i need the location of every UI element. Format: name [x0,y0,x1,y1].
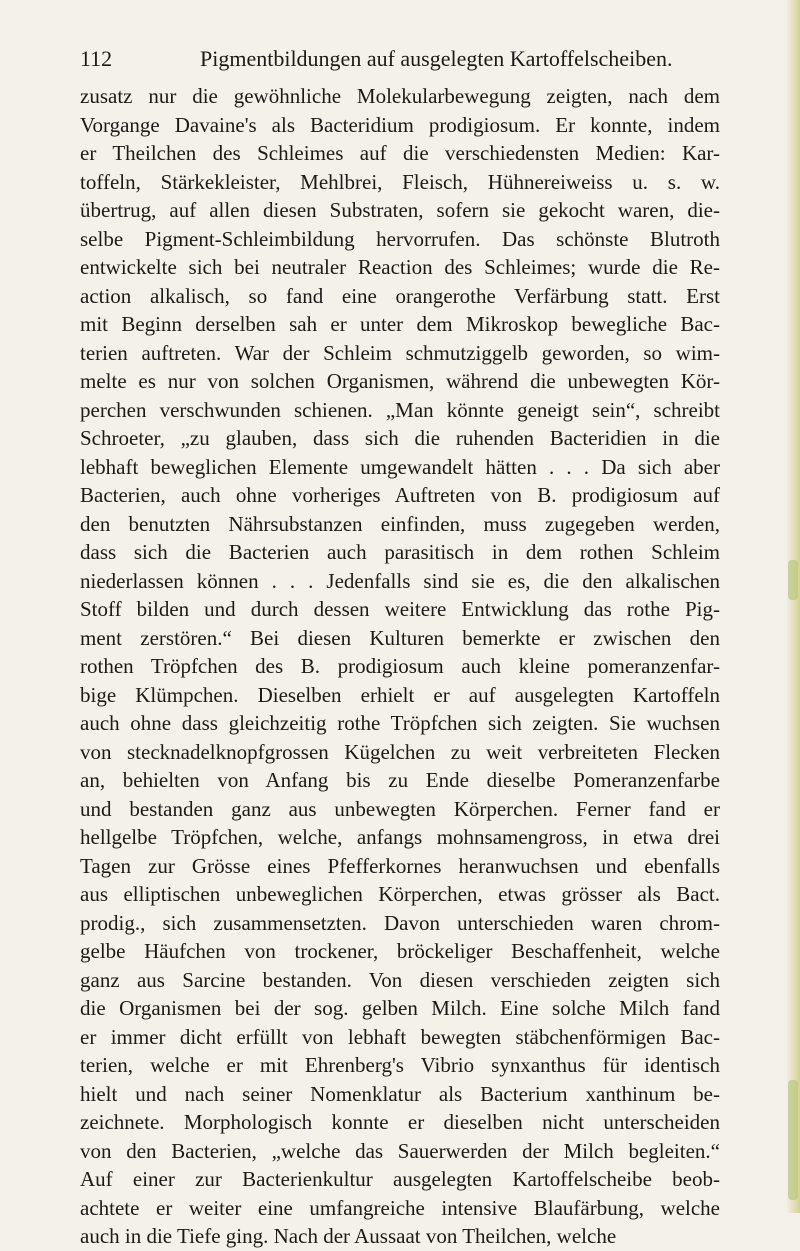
text-line: dass sich die Bacterien auch parasitisch in dem rothen Schleim [80,540,720,564]
text-line: an, behielten von Anfang bis zu Ende dieselbe Pomeranzenfarbe [80,768,720,792]
page-number: 112 [80,46,113,71]
text-line: er Theilchen des Schleimes auf die verschiedensten Medien: Kar- [80,141,720,165]
text-line: aus elliptischen unbeweglichen Körperchen, etwas grösser als Bact. [80,882,720,906]
text-line: ganz aus Sarcine bestanden. Von diesen verschieden zeigten sich [80,967,720,992]
text-line: von den Bacterien, „welche das Sauerwerden der Milch begleiten.“ [80,1138,720,1163]
text-line: übertrug, auf allen diesen Substraten, sofern sie gekocht waren, die- [80,198,720,222]
text-line: bige Klümpchen. Dieselben erhielt er auf ausgelegten Kartoffeln [80,682,720,707]
text-line: melte es nur von solchen Organismen, während die unbewegten Kör- [80,369,720,393]
text-line: Stoff bilden und durch dessen weitere Entwicklung das rothe Pig- [80,597,720,621]
text-line: den benutzten Nährsubstanzen einfinden, muss zugegeben werden, [80,511,720,536]
text-line: von stecknadelknopfgrossen Kügelchen zu weit verbreiteten Flecken [80,739,720,764]
text-line: niederlassen können . . . Jedenfalls sind sie es, die den alkalischen [80,568,720,593]
text-line: die Organismen bei der sog. gelben Milch. Eine solche Milch fand [80,996,720,1020]
text-line: achtete er weiter eine umfangreiche intensive Blaufärbung, welche [80,1195,720,1220]
text-line: Auf einer zur Bacterienkultur ausgelegten Kartoffelscheibe beob- [80,1167,720,1191]
text-line: zeichnete. Morphologisch konnte er dieselben nicht unterscheiden [80,1110,720,1134]
text-line: hellgelbe Tröpfchen, welche, anfangs mohnsamengross, in etwa drei [80,825,720,849]
text-line: selbe Pigment-Schleimbildung hervorrufen. Das schönste Blutroth [80,226,720,251]
text-line: action alkalisch, so fand eine orangerothe Verfärbung statt. Erst [80,283,720,308]
text-line: gelbe Häufchen von trockener, bröckeliger Beschaffenheit, welche [80,939,720,963]
page-header [80,46,720,72]
text-line: Schroeter, „zu glauben, dass sich die ruhenden Bacteridien in die [80,426,720,450]
text-line: auch in die Tiefe ging. Nach der Aussaat von Theilchen, welche [80,1224,617,1248]
text-line: hielt und nach seiner Nomenklatur als Bacterium xanthinum be- [80,1081,720,1106]
running-title: Pigmentbildungen auf ausgelegten Kartoffelscheiben. [200,46,673,71]
text-line: er immer dicht erfüllt von lebhaft bewegten stäbchenförmigen Bac- [80,1024,720,1049]
text-line: perchen verschwunden schienen. „Man könnte geneigt sein“, schreibt [80,397,720,422]
text-line: entwickelte sich bei neutraler Reaction des Schleimes; wurde die Re- [80,255,720,279]
text-line: prodig., sich zusammensetzten. Davon unterschieden waren chrom- [80,910,720,935]
text-line: zusatz nur die gewöhnliche Molekularbewegung zeigten, nach dem [80,84,720,108]
text-line: ment zerstören.“ Bei diesen Kulturen bemerkte er zwischen den [80,625,720,650]
body-text [80,82,720,1251]
text-line: und bestanden ganz aus unbewegten Körperchen. Ferner fand er [80,796,720,821]
text-line: Vorgange Davaine's als Bacteridium prodigiosum. Er konnte, indem [80,112,720,137]
text-line: terien, welche er mit Ehrenberg's Vibrio synxanthus für identisch [80,1053,720,1077]
page-edge-discoloration [786,0,800,1213]
text-line: lebhaft beweglichen Elemente umgewandelt hätten . . . Da sich aber [80,454,720,479]
text-line: toffeln, Stärkekleister, Mehlbrei, Fleisch, Hühnereiweiss u. s. w. [80,169,720,194]
text-line: terien auftreten. War der Schleim schmutziggelb geworden, so wim- [80,340,720,365]
text-line: auch ohne dass gleichzeitig rothe Tröpfchen sich zeigten. Sie wuchsen [80,711,720,735]
text-line: mit Beginn derselben sah er unter dem Mikroskop bewegliche Bac- [80,312,720,336]
text-line: rothen Tröpfchen des B. prodigiosum auch kleine pomeranzenfar- [80,654,720,678]
text-line: Bacterien, auch ohne vorheriges Auftreten von B. prodigiosum auf [80,483,720,507]
text-line: Tagen zur Grösse eines Pfefferkornes heranwuchsen und ebenfalls [80,853,720,878]
